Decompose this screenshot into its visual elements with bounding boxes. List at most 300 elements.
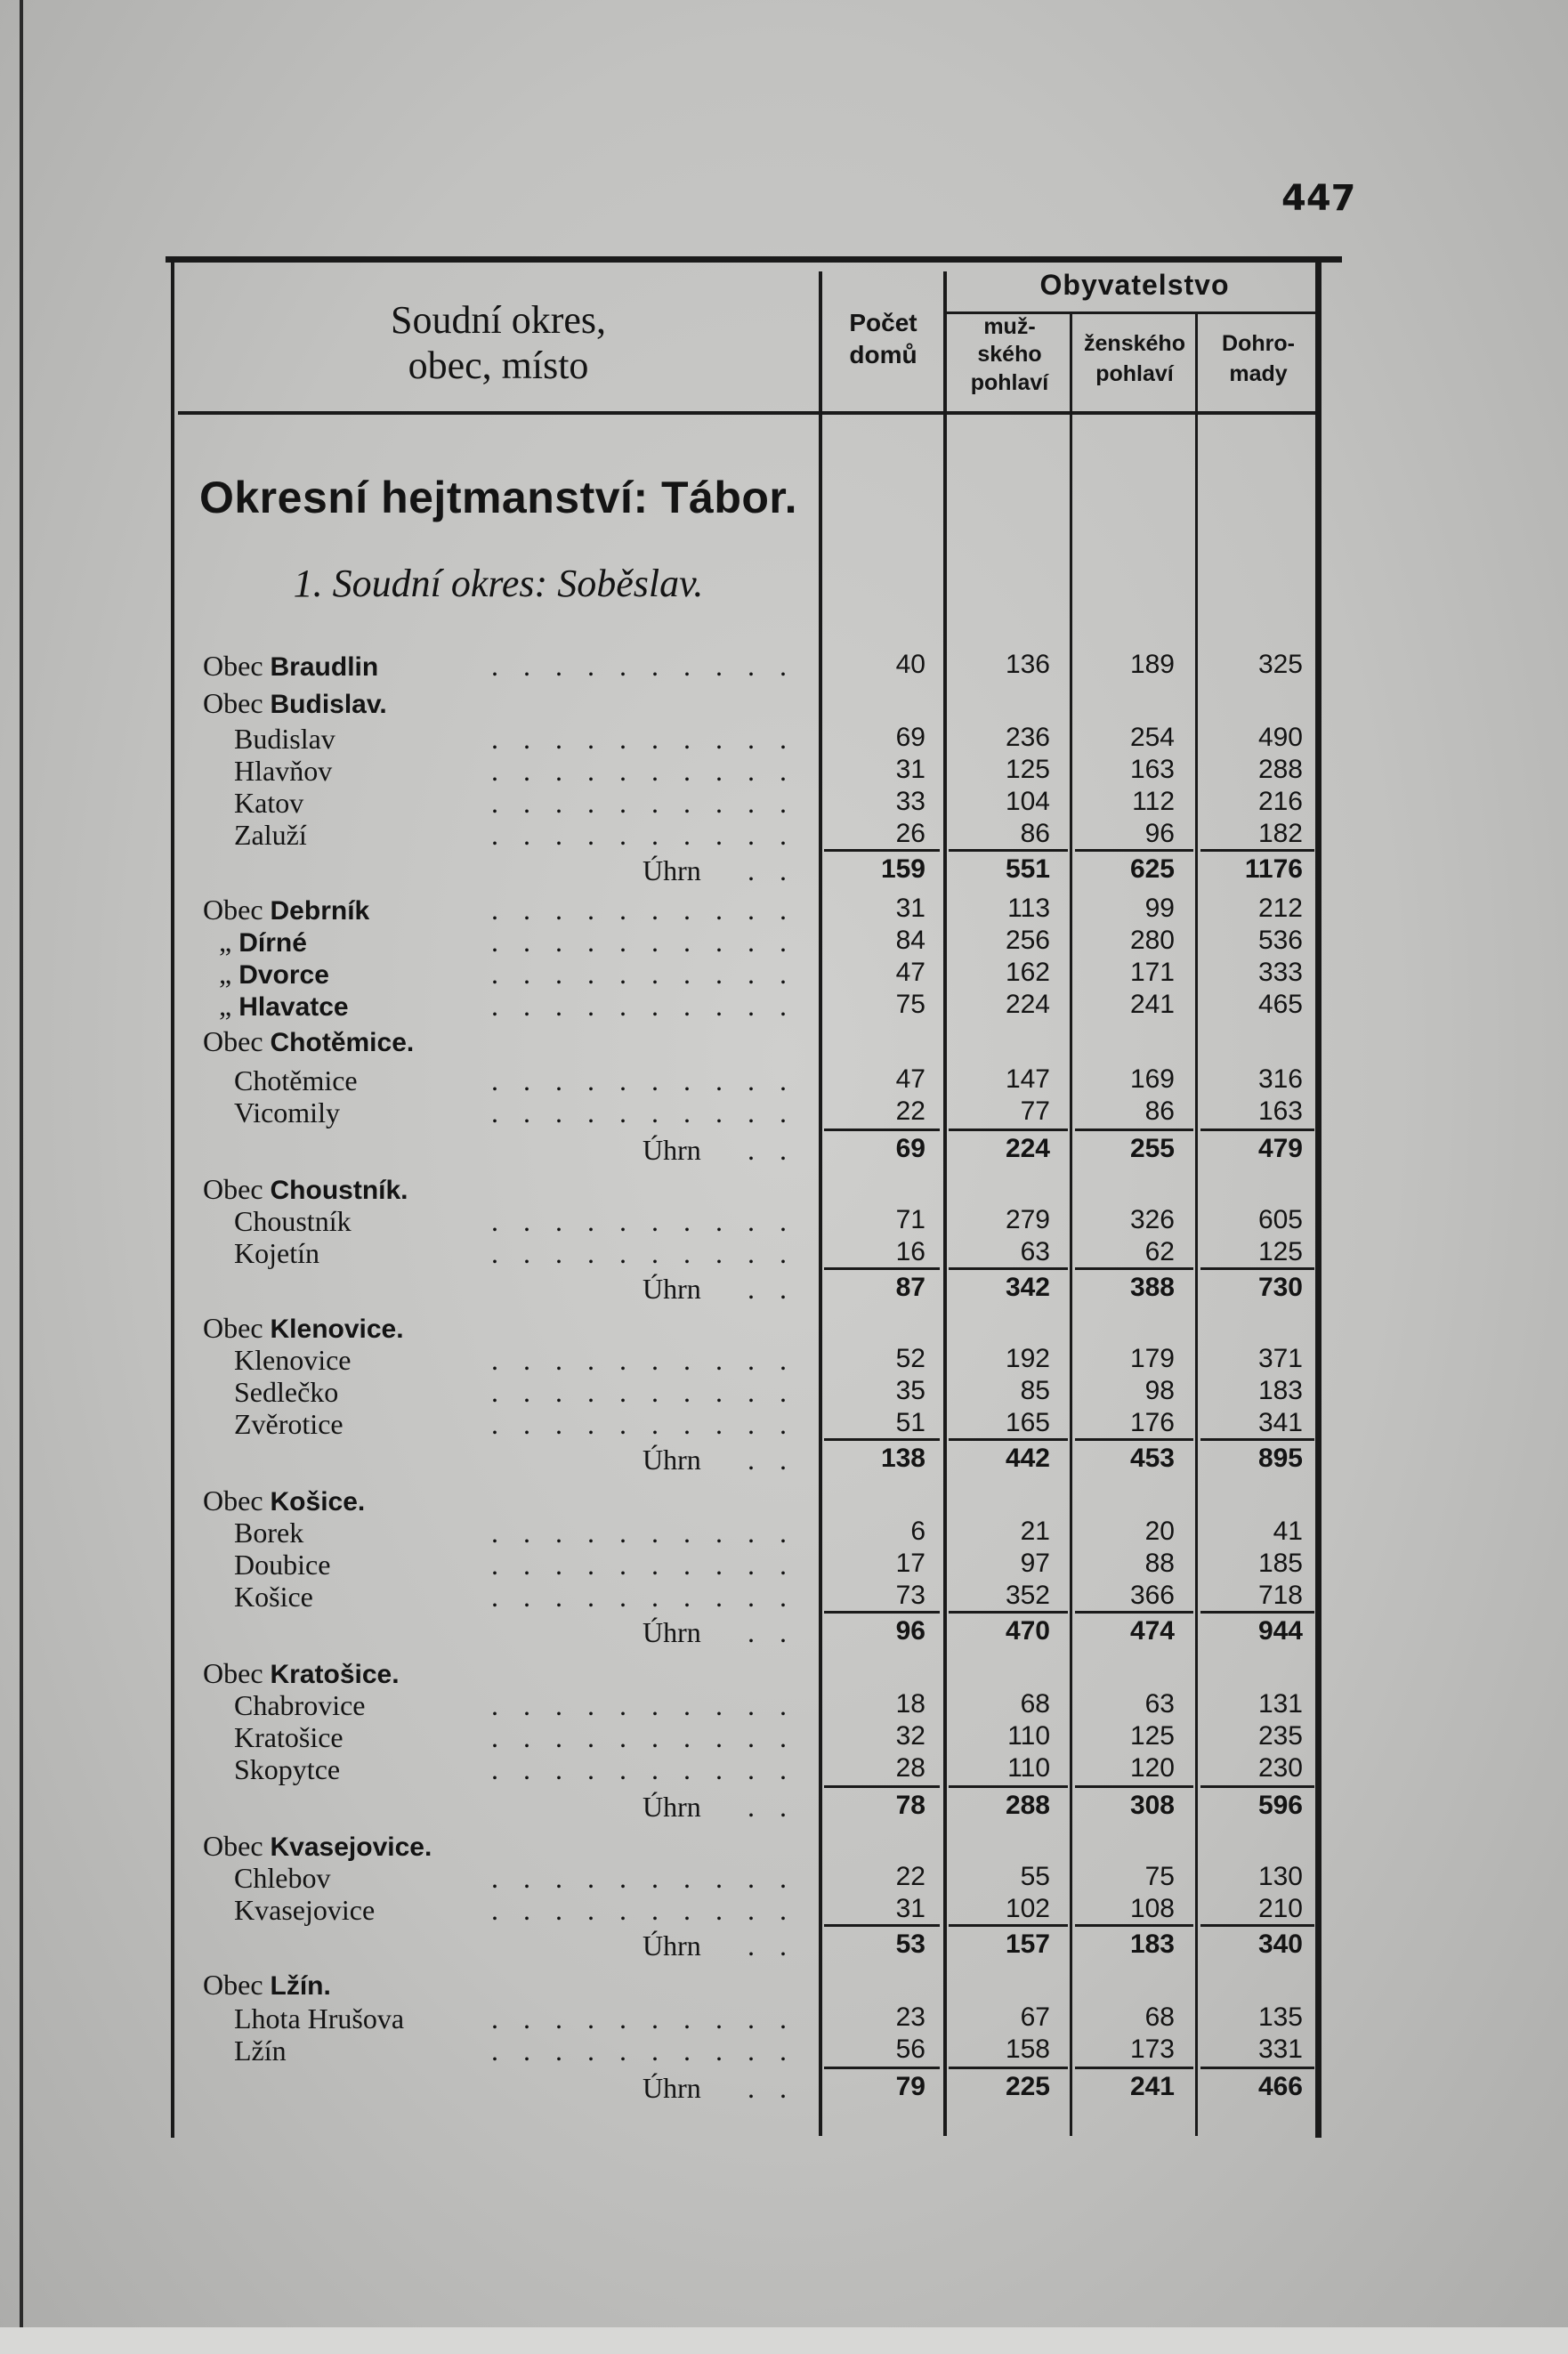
row-label-name: Chlebov [234, 1862, 331, 1894]
table-row [0, 1549, 1568, 1579]
leader-dots: . . . . . . . . . . [491, 819, 796, 851]
page-number: 447 [1281, 178, 1356, 219]
table-row [0, 819, 1568, 849]
district-title: Okresní hejtmanství: Tábor. [198, 473, 798, 522]
cell-total: 944 [1257, 1616, 1303, 1646]
cell-female: 169 [1129, 1064, 1175, 1094]
row-label [234, 1408, 344, 1441]
sum-rule [1075, 849, 1193, 852]
table-row [0, 755, 1568, 785]
row-label [643, 1273, 701, 1306]
cell-female: 20 [1144, 1517, 1175, 1546]
total-label: Úhrn [643, 1134, 701, 1166]
cell-houses: 26 [895, 819, 925, 848]
cell-female: 241 [1129, 990, 1175, 1019]
cell-total: 895 [1257, 1444, 1303, 1473]
cell-houses: 32 [895, 1721, 925, 1751]
cell-male: 110 [1007, 1721, 1050, 1751]
row-label [203, 1025, 414, 1058]
row-label-prefix: Obec [203, 1025, 263, 1057]
table-total-row [0, 1134, 1568, 1164]
cell-male: 442 [1005, 1444, 1050, 1473]
cell-female: 68 [1144, 2002, 1175, 2032]
cell-total: 341 [1257, 1408, 1303, 1437]
row-label-name: Sedlečko [234, 1376, 339, 1408]
cell-female: 163 [1129, 755, 1175, 784]
leader-dots: . . . . . . . . . . [491, 1205, 796, 1237]
cell-total: 130 [1257, 1862, 1303, 1891]
header-houses-column [823, 307, 943, 372]
table-row [0, 1312, 1568, 1342]
leader-dots: . . . . . . . . . . [491, 1549, 796, 1581]
cell-male: 162 [1005, 958, 1050, 987]
cell-total: 536 [1257, 926, 1303, 955]
leader-dots: . . . . . . . . . . [491, 1344, 796, 1376]
cell-total: 183 [1257, 1376, 1303, 1405]
cell-female: 388 [1129, 1273, 1175, 1302]
table-total-row [0, 1273, 1568, 1303]
table-row [0, 894, 1568, 924]
cell-female: 98 [1144, 1376, 1175, 1405]
cell-male: 21 [1020, 1517, 1050, 1546]
row-label-name: Košice [234, 1581, 313, 1613]
row-label-prefix: „ [219, 958, 232, 990]
table-row [0, 1753, 1568, 1784]
leader-dots: . . . . . . . . . . [491, 650, 796, 682]
sum-rule [1075, 1128, 1193, 1131]
sum-rule [1075, 1267, 1193, 1270]
cell-male: 86 [1020, 819, 1050, 848]
row-label [234, 1237, 319, 1270]
row-label-name: Hlavatce [238, 992, 349, 1022]
cell-female: 254 [1129, 723, 1175, 752]
leader-dots: . . [748, 1134, 796, 1166]
cell-female: 326 [1129, 1205, 1175, 1234]
sum-rule [1200, 1267, 1314, 1270]
sum-rule [1075, 1611, 1193, 1614]
cell-houses: 28 [895, 1753, 925, 1783]
table-total-row [0, 1444, 1568, 1474]
sum-rule [1075, 1438, 1193, 1441]
cell-male: 158 [1005, 2034, 1050, 2064]
sum-rule [1075, 2067, 1193, 2069]
row-label-prefix: Obec [203, 1969, 263, 2001]
sum-rule [949, 1438, 1068, 1441]
sum-rule [1075, 1785, 1193, 1788]
cell-total: 185 [1257, 1549, 1303, 1578]
row-label [234, 1376, 338, 1409]
cell-total: 288 [1257, 755, 1303, 784]
cell-total: 333 [1257, 958, 1303, 987]
row-label [234, 723, 335, 756]
cell-male: 470 [1005, 1616, 1050, 1646]
table-row [0, 723, 1568, 753]
row-label-name: Košice. [270, 1487, 366, 1517]
row-label-name: Budislav. [270, 690, 387, 719]
row-label [219, 990, 349, 1023]
cell-male: 279 [1005, 1205, 1050, 1234]
cell-male: 147 [1005, 1064, 1050, 1094]
row-label-prefix: Obec [203, 894, 263, 926]
header-houses-line2: domů [849, 341, 917, 369]
table-row [0, 650, 1568, 680]
row-label-prefix: Obec [203, 650, 263, 682]
table-row [0, 1096, 1568, 1127]
table-row [0, 1517, 1568, 1547]
cell-total: 340 [1257, 1929, 1303, 1959]
cell-total: 1176 [1244, 854, 1303, 884]
row-label [234, 1205, 352, 1238]
row-label [203, 894, 369, 926]
sum-rule [1075, 1924, 1193, 1927]
cell-houses: 33 [895, 787, 925, 816]
cell-total: 479 [1257, 1134, 1303, 1163]
row-label-prefix: „ [219, 926, 232, 958]
cell-total: 210 [1257, 1894, 1303, 1923]
row-label-name: Kojetín [234, 1237, 319, 1269]
cell-female: 474 [1129, 1616, 1175, 1646]
leader-dots: . . [748, 854, 796, 886]
header-total-line1: Dohro- [1222, 331, 1295, 356]
header-place-line2: obec, místo [408, 343, 589, 387]
sum-rule [824, 1438, 940, 1441]
row-label-prefix: Obec [203, 1657, 263, 1689]
cell-female: 173 [1129, 2034, 1175, 2064]
cell-female: 75 [1144, 1862, 1175, 1891]
header-male-line3: pohlaví [970, 369, 1049, 395]
row-label-name: Lžín. [270, 1971, 331, 2001]
table-row [0, 1025, 1568, 1056]
row-label-name: Kvasejovice [234, 1894, 376, 1926]
header-female-column [1072, 329, 1197, 390]
table-total-row [0, 2072, 1568, 2102]
header-bottom-rule [178, 411, 1319, 415]
cell-houses: 69 [895, 723, 925, 752]
cell-male: 157 [1005, 1929, 1050, 1959]
cell-male: 551 [1005, 854, 1050, 884]
row-label [234, 2002, 404, 2035]
leader-dots: . . [748, 1444, 796, 1476]
row-label-name: Choustník [234, 1205, 352, 1237]
cell-houses: 159 [880, 854, 925, 884]
cell-female: 120 [1129, 1753, 1175, 1783]
row-label-name: Budislav [234, 723, 335, 755]
cell-female: 108 [1129, 1894, 1175, 1923]
cell-houses: 23 [895, 2002, 925, 2032]
cell-female: 241 [1129, 2072, 1175, 2101]
row-label-name: Hlavňov [234, 755, 333, 787]
table-top-rule [166, 256, 1342, 263]
table-row [0, 1581, 1568, 1611]
table-row [0, 1969, 1568, 1999]
row-label [234, 1517, 303, 1549]
cell-male: 192 [1005, 1344, 1050, 1373]
row-label [643, 854, 701, 887]
row-label-name: Klenovice [234, 1344, 352, 1376]
cell-houses: 16 [895, 1237, 925, 1266]
cell-male: 256 [1005, 926, 1050, 955]
row-label [203, 687, 387, 720]
total-label: Úhrn [643, 1929, 701, 1962]
row-label-name: Katov [234, 787, 304, 819]
table-row [0, 2034, 1568, 2065]
cell-total: 230 [1257, 1753, 1303, 1783]
row-label [203, 1484, 365, 1517]
sum-rule [824, 1785, 940, 1788]
table-row [0, 926, 1568, 956]
cell-total: 41 [1273, 1517, 1303, 1546]
cell-male: 110 [1007, 1753, 1050, 1783]
row-label-name: Dvorce [238, 960, 329, 990]
row-label-name: Zvěrotice [234, 1408, 344, 1440]
cell-female: 625 [1129, 854, 1175, 884]
row-label [234, 1581, 313, 1614]
cell-male: 85 [1020, 1376, 1050, 1405]
row-label [203, 1657, 400, 1690]
header-population-group: Obyvatelstvo [1039, 269, 1230, 301]
cell-total: 212 [1257, 894, 1303, 923]
table-row [0, 990, 1568, 1020]
cell-male: 67 [1020, 2002, 1050, 2032]
row-label-name: Debrník [270, 896, 370, 926]
cell-houses: 17 [895, 1549, 925, 1578]
table-row [0, 1237, 1568, 1267]
cell-houses: 138 [880, 1444, 925, 1473]
sum-rule [1200, 1128, 1314, 1131]
table-row [0, 1830, 1568, 1860]
row-label [203, 1969, 331, 2002]
row-label-name: Chotěmice. [270, 1028, 415, 1057]
table-row [0, 1173, 1568, 1203]
table-row [0, 1894, 1568, 1924]
leader-dots: . . . . . . . . . . [491, 1689, 796, 1721]
row-label-name: Braudlin [270, 652, 379, 682]
cell-total: 730 [1257, 1273, 1303, 1302]
leader-dots: . . . . . . . . . . [491, 1376, 796, 1408]
row-label [643, 1929, 701, 1962]
cell-houses: 47 [895, 1064, 925, 1094]
total-label: Úhrn [643, 1444, 701, 1476]
row-label [203, 1830, 432, 1863]
row-label [643, 1616, 701, 1649]
row-label-name: Chotěmice [234, 1064, 358, 1096]
cell-male: 97 [1020, 1549, 1050, 1578]
row-label [203, 1312, 404, 1345]
cell-female: 179 [1129, 1344, 1175, 1373]
leader-dots: . . . . . . . . . . [491, 1064, 796, 1096]
cell-female: 366 [1129, 1581, 1175, 1610]
cell-female: 280 [1129, 926, 1175, 955]
header-total-line2: mady [1229, 360, 1288, 386]
cell-houses: 18 [895, 1689, 925, 1719]
cell-female: 88 [1144, 1549, 1175, 1578]
sum-rule [949, 1611, 1068, 1614]
row-label-name: Lžín [234, 2034, 287, 2067]
sum-rule [1200, 1611, 1314, 1614]
cell-houses: 22 [895, 1096, 925, 1126]
row-label-name: Lhota Hrušova [234, 2002, 405, 2034]
cell-total: 216 [1257, 787, 1303, 816]
row-label [219, 926, 307, 959]
leader-dots: . . [748, 1791, 796, 1823]
row-label-prefix: „ [219, 990, 232, 1022]
leader-dots: . . . . . . . . . . [491, 1408, 796, 1440]
cell-houses: 75 [895, 990, 925, 1019]
sum-rule [824, 1924, 940, 1927]
row-label [643, 1444, 701, 1476]
cell-houses: 31 [895, 1894, 925, 1923]
cell-total: 135 [1257, 2002, 1303, 2032]
cell-female: 183 [1129, 1929, 1175, 1959]
cell-female: 189 [1129, 650, 1175, 679]
sum-rule [824, 1128, 940, 1131]
sum-rule [824, 849, 940, 852]
cell-houses: 69 [895, 1134, 925, 1163]
leader-dots: . . . . . . . . . . [491, 958, 796, 990]
cell-male: 104 [1005, 787, 1050, 816]
sum-rule [824, 2067, 940, 2069]
row-label [643, 1134, 701, 1167]
cell-female: 308 [1129, 1791, 1175, 1820]
cell-male: 165 [1005, 1408, 1050, 1437]
leader-dots: . . . . . . . . . . [491, 1237, 796, 1269]
header-place-line1: Soudní okres, [391, 298, 606, 342]
sum-rule [824, 1611, 940, 1614]
cell-houses: 52 [895, 1344, 925, 1373]
cell-male: 68 [1020, 1689, 1050, 1719]
header-female-line1: ženského [1084, 331, 1185, 356]
row-label-name: Klenovice. [270, 1315, 404, 1344]
leader-dots: . . . . . . . . . . [491, 755, 796, 787]
table-row [0, 1484, 1568, 1515]
row-label [643, 1791, 701, 1824]
row-label-prefix: Obec [203, 1484, 263, 1517]
leader-dots: . . [748, 1929, 796, 1962]
sum-rule [949, 1785, 1068, 1788]
cell-male: 63 [1020, 1237, 1050, 1266]
row-label-prefix: Obec [203, 687, 263, 719]
row-label [219, 958, 329, 991]
cell-houses: 51 [895, 1408, 925, 1437]
cell-total: 371 [1257, 1344, 1303, 1373]
cell-total: 466 [1257, 2072, 1303, 2101]
cell-female: 62 [1144, 1237, 1175, 1266]
leader-dots: . . [748, 1616, 796, 1648]
header-total-column [1200, 329, 1317, 390]
cell-houses: 22 [895, 1862, 925, 1891]
sum-rule [949, 1128, 1068, 1131]
header-male-column [950, 313, 1070, 397]
sum-rule [1200, 849, 1314, 852]
cell-male: 77 [1020, 1096, 1050, 1126]
subdistrict-title: 1. Soudní okres: Soběslav. [293, 562, 704, 605]
cell-total: 596 [1257, 1791, 1303, 1820]
cell-houses: 79 [895, 2072, 925, 2101]
cell-total: 331 [1257, 2034, 1303, 2064]
sum-rule [949, 849, 1068, 852]
table-row [0, 1721, 1568, 1751]
table-row [0, 687, 1568, 717]
row-label-name: Choustník. [270, 1176, 408, 1205]
total-label: Úhrn [643, 1791, 701, 1823]
row-label [234, 1894, 375, 1927]
total-label: Úhrn [643, 1273, 701, 1305]
cell-houses: 56 [895, 2034, 925, 2064]
leader-dots: . . . . . . . . . . [491, 926, 796, 958]
leader-dots: . . . . . . . . . . [491, 1581, 796, 1613]
cell-total: 316 [1257, 1064, 1303, 1094]
leader-dots: . . . . . . . . . . [491, 2002, 796, 2034]
cell-female: 86 [1144, 1096, 1175, 1126]
sum-rule [949, 1924, 1068, 1927]
table-row [0, 1862, 1568, 1892]
cell-total: 605 [1257, 1205, 1303, 1234]
leader-dots: . . . . . . . . . . [491, 723, 796, 755]
cell-total: 465 [1257, 990, 1303, 1019]
leader-dots: . . . . . . . . . . [491, 1862, 796, 1894]
sum-rule [949, 1267, 1068, 1270]
cell-houses: 78 [895, 1791, 925, 1820]
table-row [0, 1408, 1568, 1438]
cell-total: 235 [1257, 1721, 1303, 1751]
row-label [203, 650, 378, 683]
row-label [234, 787, 303, 820]
table-row [0, 1657, 1568, 1687]
cell-total: 718 [1257, 1581, 1303, 1610]
cell-houses: 87 [895, 1273, 925, 1302]
cell-houses: 71 [895, 1205, 925, 1234]
sum-rule [1200, 1924, 1314, 1927]
leader-dots: . . . . . . . . . . [491, 1753, 796, 1785]
cell-total: 125 [1257, 1237, 1303, 1266]
cell-houses: 47 [895, 958, 925, 987]
leader-dots: . . [748, 2072, 796, 2104]
row-label-name: Borek [234, 1517, 304, 1549]
cell-houses: 96 [895, 1616, 925, 1646]
row-label [234, 1862, 330, 1895]
sum-rule [1200, 1438, 1314, 1441]
row-label [234, 1344, 352, 1377]
sum-rule [949, 2067, 1068, 2069]
cell-total: 490 [1257, 723, 1303, 752]
table-row [0, 1376, 1568, 1406]
page-bottom-margin [0, 2327, 1568, 2354]
table-row [0, 1064, 1568, 1095]
cell-male: 224 [1005, 1134, 1050, 1163]
cell-total: 182 [1257, 819, 1303, 848]
row-label-name: Kratošice [234, 1721, 344, 1753]
row-label [234, 1549, 330, 1581]
leader-dots: . . . . . . . . . . [491, 1096, 796, 1128]
row-label [234, 2034, 287, 2067]
row-label [234, 1689, 366, 1722]
cell-houses: 84 [895, 926, 925, 955]
cell-total: 163 [1257, 1096, 1303, 1126]
leader-dots: . . . . . . . . . . [491, 894, 796, 926]
row-label [203, 1173, 408, 1206]
cell-houses: 31 [895, 755, 925, 784]
table-total-row [0, 1929, 1568, 1960]
cell-female: 96 [1144, 819, 1175, 848]
cell-female: 453 [1129, 1444, 1175, 1473]
cell-houses: 35 [895, 1376, 925, 1405]
table-row [0, 1689, 1568, 1719]
cell-male: 342 [1005, 1273, 1050, 1302]
row-label [643, 2072, 701, 2105]
row-label [234, 1753, 340, 1786]
table-row [0, 958, 1568, 988]
cell-female: 99 [1144, 894, 1175, 923]
